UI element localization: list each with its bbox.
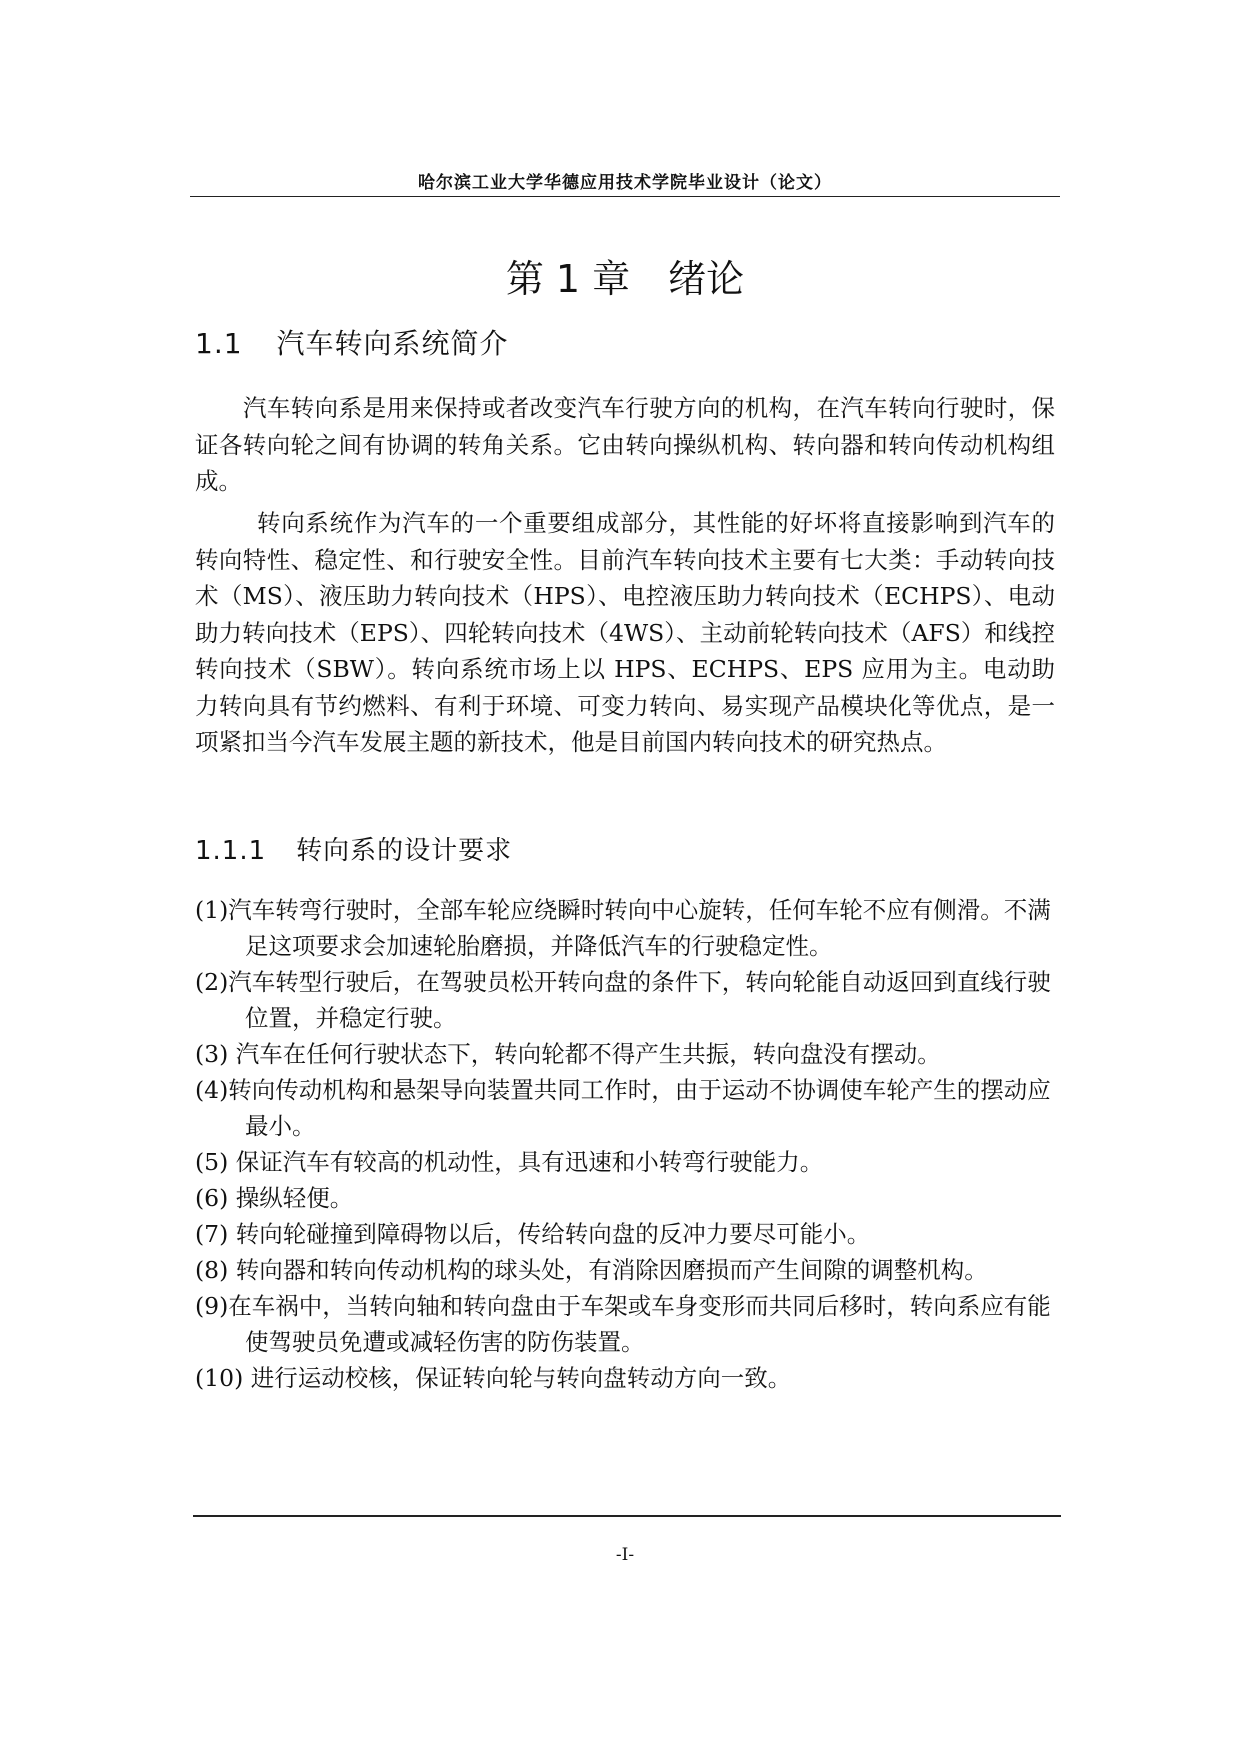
subsection-title: 转向系的设计要求 — [296, 836, 513, 866]
running-header: 哈尔滨工业大学华德应用技术学院毕业设计（论文） — [418, 173, 832, 193]
paragraph: 转向系统作为汽车的一个重要组成部分，其性能的好坏将直接影响到汽车的转向特性、稳定性、和行驶安全性。目前汽车转向技术主要有七大类：手动转向技术（MS）、液压助力转向技术（HPS）、电控液压助力转向技术（ECHPS）、电动助力转向技术（EPS）、四轮转向技术（4WS）、主动前轮转向技术（AFS）和线控转向技术（SBW）。转向系统市场上以 HPS、ECHPS、EPS 应用为主。电动助力转向具有节约燃料、有利于环境、可变力转向、易实现产品模块化等优点，是一项紧扣当今汽车发展主题的新技术，他是目前国内转向技术的研究热点。 — [195, 509, 1055, 756]
subsection-number: 1.1.1 — [195, 836, 267, 866]
subsection-heading — [195, 830, 512, 867]
list-item: (3) 汽车在任何行驶状态下，转向轮都不得产生共振，转向盘没有摆动。 — [195, 1040, 941, 1068]
page-number: -I- — [615, 1545, 635, 1565]
list-item: (8) 转向器和转向传动机构的球头处，有消除因磨损而产生间隙的调整机构。 — [195, 1256, 988, 1284]
requirements-list — [195, 892, 1065, 1396]
section-title: 汽车转向系统简介 — [276, 327, 509, 360]
list-item: (4)转向传动机构和悬架导向装置共同工作时，由于运动不协调使车轮产生的摆动应最小。 — [195, 1076, 1051, 1140]
header-rule — [190, 196, 1060, 197]
list-item: (6) 操纵轻便。 — [195, 1184, 354, 1212]
footer-rule — [193, 1515, 1061, 1517]
list-item: (9)在车祸中，当转向轴和转向盘由于车架或车身变形而共同后移时，转向系应有能使驾驶员免遭或减轻伤害的防伤装置。 — [195, 1292, 1051, 1356]
list-item: (1)汽车转弯行驶时，全部车轮应绕瞬时转向中心旋转，任何车轮不应有侧滑。不满足这项要求会加速轮胎磨损，并降低汽车的行驶稳定性。 — [195, 896, 1051, 960]
section-heading — [195, 322, 509, 362]
list-item: (5) 保证汽车有较高的机动性，具有迅速和小转弯行驶能力。 — [195, 1148, 824, 1176]
section-number: 1.1 — [195, 327, 243, 360]
list-item: (7) 转向轮碰撞到障碍物以后，传给转向盘的反冲力要尽可能小。 — [195, 1220, 871, 1248]
paragraph: 汽车转向系是用来保持或者改变汽车行驶方向的机构，在汽车转向行驶时，保证各转向轮之间有协调的转角关系。它由转向操纵机构、转向器和转向传动机构组成。 — [195, 394, 1055, 495]
chapter-title: 第 1 章 绪论 — [505, 257, 745, 301]
list-item: (2)汽车转型行驶后，在驾驶员松开转向盘的条件下，转向轮能自动返回到直线行驶位置，并稳定行驶。 — [195, 968, 1051, 1032]
list-item: (10) 进行运动校核，保证转向轮与转向盘转动方向一致。 — [195, 1364, 792, 1392]
